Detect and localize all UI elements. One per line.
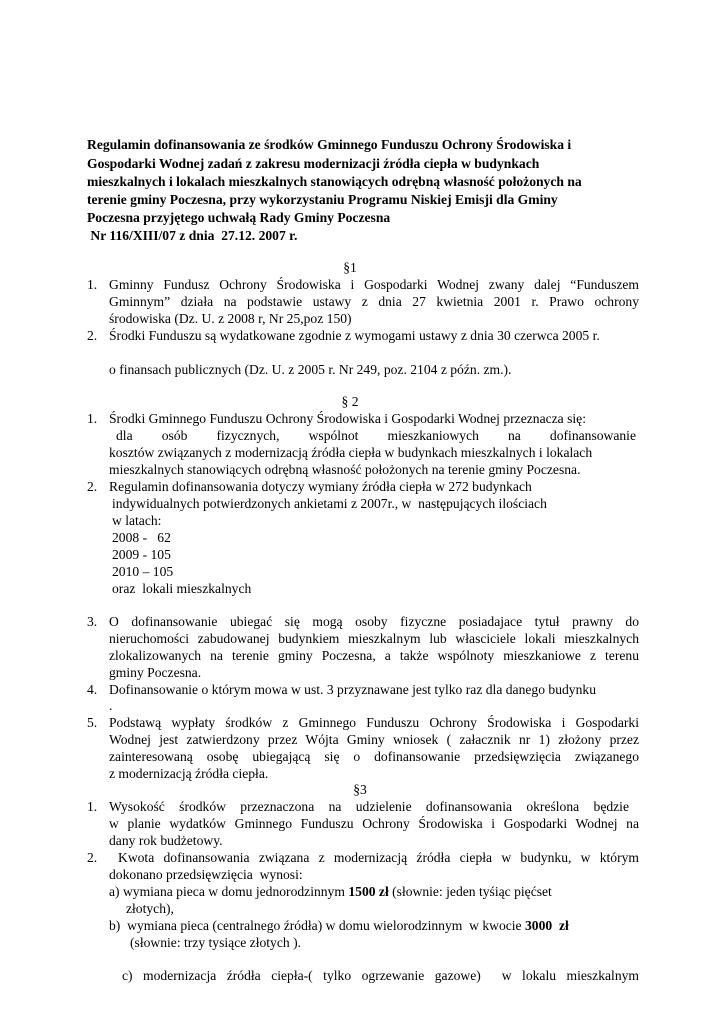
paragraph-line: Środki Funduszu są wydatkowane zgodnie z wymogami ustawy z dnia 30 czerwca 2005 r. [109,328,600,343]
title-line: Poczesna przyjętego uchwałą Rady Gminy Poczesna [87,210,391,225]
paragraph-line: z modernizacją źródła ciepła. [109,766,269,781]
paragraph-line: zlokalizowanych na terenie gminy Poczesna, a także wspólnoty mieszkaniowe z terenu [109,648,639,663]
paragraph-line: zainteresowaną osobę ubiegającą się o dofinansowanie przedsięwzięcia związanego [109,749,639,764]
paragraph-line: w latach: [112,513,162,528]
title-line: terenie gminy Poczesna, przy wykorzystaniu Programu Niskiej Emisji dla Gminy [87,192,558,207]
paragraph-line: złotych), [126,901,174,916]
year-count-2010: 2010 – 105 [112,564,174,579]
paragraph-line: o finansach publicznych (Dz. U. z 2005 r. Nr 249, poz. 2104 z późn. zm.). [109,362,512,377]
section-heading-2: § 2 [341,394,359,409]
paragraph-line: Środki Gminnego Funduszu Ochrony Środowiska i Gospodarki Wodnej przeznacza się: [109,411,586,426]
subitem-a: a) wymiana pieca w domu jednorodzinnym 1500 zł (słownie: jeden tyśiąc pięćset [109,884,552,899]
paragraph-line: dany rok budżetowy. [109,833,223,848]
list-number: 1. [87,277,98,292]
paragraph-line: Wodnej jest zatwierdzony przez Wójta Gminy wniosek ( załacznik nr 1) złożony przez [109,732,639,747]
paragraph-line: nieruchomości zabudowanej budynkiem mieszkalnym lub własciciele lokali mieszkalnych [109,631,639,646]
list-number: 1. [87,411,98,426]
paragraph-line: kosztów związanych z modernizacją źródła ciepła w budynkach mieszkalnych i lokalach [109,445,593,460]
subitem-c: c) modernizacja źródła ciepła-( tylko ogrzewanie gazowe) w lokalu mieszkalnym [122,968,639,983]
paragraph-line: mieszkalnych stanowiących odrębną własność położonych na terenie gminy Poczesna. [109,462,581,477]
amount-a: 1500 zł [348,884,389,899]
subitem-b: b) wymiana pieca (centralnego źródła) w domu wielorodzinnym w kwocie 3000 zł [109,918,569,933]
year-count-2008: 2008 - 62 [112,530,171,545]
list-number: 2. [87,328,98,343]
paragraph-line: oraz lokali mieszkalnych [112,581,252,596]
title-line: Nr 116/XIII/07 z dnia 27.12. 2007 r. [87,228,298,243]
paragraph-line: środowiska (Dz. U. z 2008 r, Nr 25,poz 150) [109,311,352,326]
paragraph-line: Podstawą wypłaty środków z Gminnego Funduszu Ochrony Środowiska i Gospodarki [109,715,639,730]
paragraph-line: dokonano przedsięwzięcia wynosi: [109,867,303,882]
list-number: 1. [87,799,98,814]
paragraph-line: Gminnym” działa na podstawie ustawy z dnia 27 kwietnia 2001 r. Prawo ochrony [109,294,639,309]
list-number: 2. [87,850,98,865]
paragraph-line: Dofinansowanie o którym mowa w ust. 3 przyznawane jest tylko raz dla danego budynku [109,682,596,697]
title-line: mieszkalnych i lokalach mieszkalnych stanowiących odrębną własność położonych na [87,174,582,189]
amount-b: 3000 zł [524,918,569,933]
paragraph-line: Gminny Fundusz Ochrony Środowiska i Gospodarki Wodnej zwany dalej “Funduszem [109,277,639,292]
paragraph-line: dla osób fizycznych, wspólnot mieszkaniowych na dofinansowanie [116,428,636,443]
year-count-2009: 2009 - 105 [112,547,171,562]
paragraph-line: indywidualnych potwierdzonych ankietami z 2007r., w następujących ilościach [112,496,547,511]
paragraph-line: gminy Poczesna. [109,665,202,680]
paragraph-line: . [109,698,113,713]
title-line: Gospodarki Wodnej zadań z zakresu modernizacji źródła ciepła w budynkach [87,156,540,171]
section-heading-1: §1 [343,260,357,275]
list-number: 2. [87,479,98,494]
paragraph-line: w planie wydatków Gminnego Funduszu Ochrony Środowiska i Gospodarki Wodnej na [109,816,639,831]
paragraph-line: (słownie: trzy tysiące złotych ). [130,935,301,950]
paragraph-line: Regulamin dofinansowania dotyczy wymiany źródła ciepła w 272 budynkach [109,479,532,494]
paragraph-line: O dofinansowanie ubiegać się mogą osoby fizyczne posiadajace tytuł prawny do [109,614,639,629]
list-number: 3. [87,614,98,629]
paragraph-line: Kwota dofinansowania związana z modernizacją źródła ciepła w budynku, w którym [118,850,639,865]
list-number: 4. [87,682,98,697]
paragraph-line: Wysokość środków przeznaczona na udzielenie dofinansowania określona będzie [109,799,629,814]
list-number: 5. [87,715,98,730]
title-line: Regulamin dofinansowania ze środków Gminnego Funduszu Ochrony Środowiska i [87,137,572,152]
section-heading-3: §3 [353,782,367,797]
